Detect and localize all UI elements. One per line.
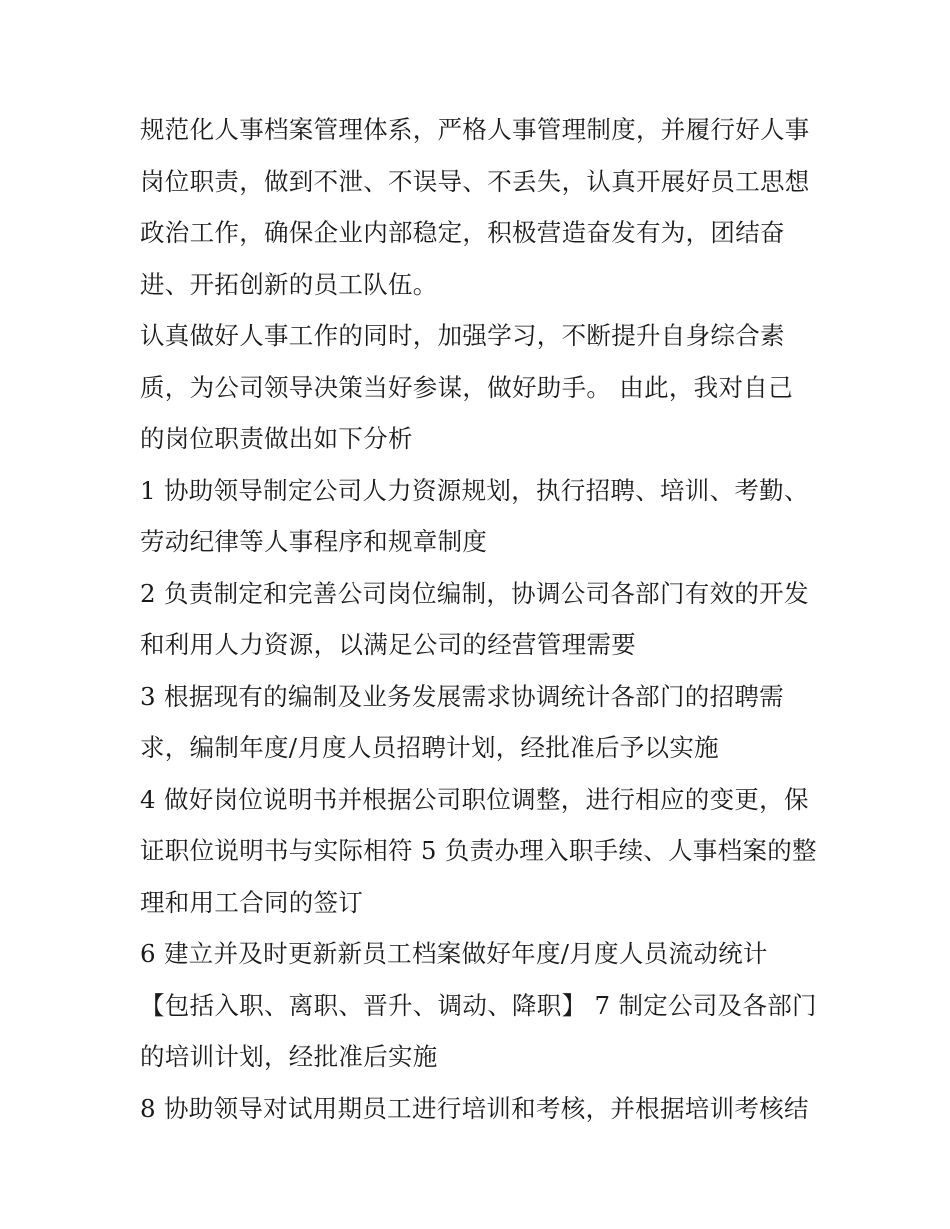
- text-line-9: 劳动纪律等人事程序和规章制度: [140, 527, 488, 556]
- text-line-6: 质，为公司领导决策当好参谋，做好助手。 由此，我对自己: [140, 372, 793, 402]
- text-line-8: 1 协助领导制定公司人力资源规划，执行招聘、培训、考勤、: [140, 475, 809, 505]
- text-line-15: 证职位说明书与实际相符 5 负责办理入职手续、人事档案的整: [140, 836, 817, 865]
- text-line-20: 8 协助领导对试用期员工进行培训和考核，并根据培训考核结: [140, 1093, 809, 1123]
- text-line-1: 规范化人事档案管理体系，严格人事管理制度，并履行好人事: [140, 115, 810, 144]
- text-line-13: 求，编制年度/月度人员招聘计划，经批准后予以实施: [140, 733, 719, 762]
- text-line-18: 【包括入职、离职、晋升、调动、降职】 7 制定公司及各部门: [140, 990, 817, 1020]
- text-line-5: 认真做好人事工作的同时，加强学习，不断提升自身综合素: [140, 321, 785, 350]
- text-line-2: 岗位职责，做到不泄、不误导、不丢失，认真开展好员工思想: [140, 166, 810, 196]
- text-line-16: 理和用工合同的签订: [140, 887, 364, 917]
- text-line-11: 和利用人力资源，以满足公司的经营管理需要: [140, 630, 636, 659]
- text-line-7: 的岗位职责做出如下分析: [140, 424, 413, 453]
- document-body: [140, 104, 820, 1134]
- text-line-10: 2 负责制定和完善公司岗位编制，协调公司各部门有效的开发: [140, 578, 809, 608]
- text-line-12: 3 根据现有的编制及业务发展需求协调统计各部门的招聘需: [140, 681, 784, 711]
- text-line-4: 进、开拓创新的员工队伍。: [140, 269, 438, 299]
- text-line-3: 政治工作，确保企业内部稳定，积极营造奋发有为，团结奋: [140, 218, 785, 247]
- text-line-19: 的培训计划，经批准后实施: [140, 1042, 438, 1071]
- text-line-14: 4 做好岗位说明书并根据公司职位调整，进行相应的变更，保: [140, 784, 809, 814]
- text-line-17: 6 建立并及时更新新员工档案做好年度/月度人员流动统计: [140, 939, 768, 968]
